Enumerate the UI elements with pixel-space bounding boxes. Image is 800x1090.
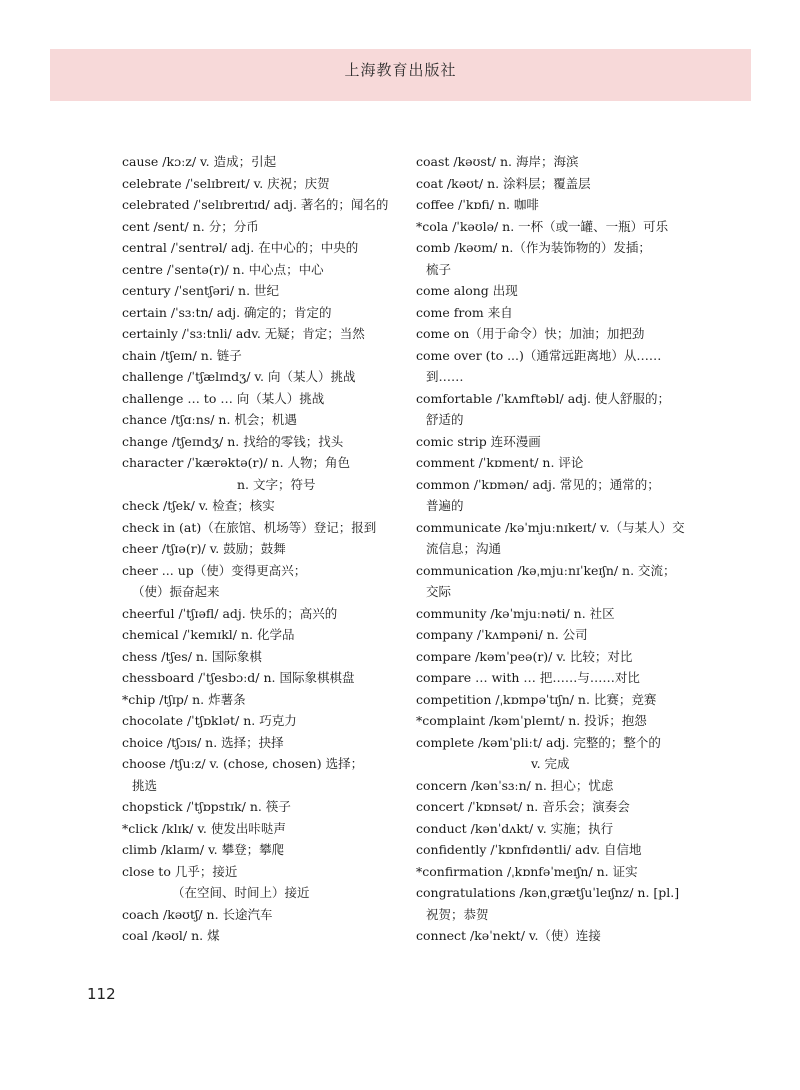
glossary-entry: cheerful /ˈtʃɪəfl/ adj. 快乐的；高兴的	[122, 605, 338, 621]
glossary-entry: cent /sent/ n. 分；分币	[122, 218, 259, 234]
left-column	[122, 151, 422, 947]
glossary-entry: cheer /tʃɪə(r)/ v. 鼓励；鼓舞	[122, 541, 286, 556]
glossary-entry: check in (at)（在旅馆、机场等）登记；报到	[122, 519, 377, 535]
glossary-entry: chess /tʃes/ n. 国际象棋	[122, 648, 262, 664]
glossary-entry: come from 来自	[416, 304, 513, 320]
glossary-entry: *click /klɪk/ v. 使发出咔哒声	[122, 820, 286, 836]
publisher-title: 上海教育出版社	[344, 61, 457, 79]
glossary-entry: *cola /ˈkəʊlə/ n. 一杯（或一罐、一瓶）可乐	[416, 218, 669, 234]
glossary-entry: *confirmation /ˌkɒnfəˈmeɪʃn/ n. 证实	[416, 863, 638, 879]
glossary-entry: conduct /kənˈdʌkt/ v. 实施；执行	[416, 820, 614, 836]
glossary-entry: comfortable /ˈkʌmftəbl/ adj. 使人舒服的；	[416, 390, 670, 406]
glossary-entry: centre /ˈsentə(r)/ n. 中心点；中心	[122, 261, 324, 277]
glossary-entry-continuation: 交际	[426, 584, 452, 599]
glossary-entry: common /ˈkɒmən/ adj. 常见的；通常的；	[416, 476, 660, 492]
glossary-entry: century /ˈsentʃəri/ n. 世纪	[122, 283, 280, 298]
glossary-entry: congratulations /kənˌɡrætʃuˈleɪʃnz/ n. [pl.]	[416, 885, 680, 900]
glossary-entry: coast /kəʊst/ n. 海岸；海滨	[416, 154, 579, 169]
glossary-entry: chopstick /ˈtʃɒpstɪk/ n. 筷子	[122, 799, 291, 814]
glossary-entry: communication /kəˌmjuːnɪˈkeɪʃn/ n. 交流；	[416, 562, 676, 578]
glossary-entry: connect /kəˈnekt/ v.（使）连接	[416, 928, 601, 943]
glossary-entry: certain /ˈsɜːtn/ adj. 确定的；肯定的	[122, 304, 332, 320]
glossary-entry: compare /kəmˈpeə(r)/ v. 比较；对比	[416, 648, 633, 664]
glossary-entry: company /ˈkʌmpəni/ n. 公司	[416, 627, 588, 642]
glossary-entry-continuation: （使）振奋起来	[132, 584, 220, 599]
glossary-entry-continuation: v. 完成	[531, 756, 570, 771]
glossary-entry-continuation: 舒适的	[426, 412, 464, 427]
glossary-entry-continuation: 流信息；沟通	[426, 541, 502, 556]
glossary-entry: concern /kənˈsɜːn/ n. 担心；忧虑	[416, 777, 614, 793]
glossary-entry: cheer ... up（使）变得更高兴；	[122, 562, 307, 578]
glossary-entry-continuation: n. 文字；符号	[237, 476, 316, 492]
glossary-entry: comb /kəʊm/ n.（作为装饰物的）发插；	[416, 240, 651, 255]
glossary-entry-continuation: 普遍的	[426, 498, 464, 513]
glossary-entry: check /tʃek/ v. 检查；核实	[122, 498, 275, 513]
glossary-entry: coat /kəʊt/ n. 涂料层；覆盖层	[416, 175, 591, 191]
glossary-entry: comic strip 连环漫画	[416, 433, 541, 449]
glossary-entry: chessboard /ˈtʃesbɔːd/ n. 国际象棋棋盘	[122, 670, 355, 685]
glossary-entry: cause /kɔːz/ v. 造成；引起	[122, 154, 277, 169]
glossary-entry-continuation: 到……	[426, 369, 464, 384]
glossary-entry: chance /tʃɑːns/ n. 机会；机遇	[122, 412, 297, 427]
glossary-entry: competition /ˌkɒmpəˈtɪʃn/ n. 比赛；竞赛	[416, 691, 657, 707]
glossary-entry: celebrate /ˈselɪbreɪt/ v. 庆祝；庆贺	[122, 175, 330, 191]
glossary-entry: complete /kəmˈpliːt/ adj. 完整的；整个的	[416, 734, 661, 750]
glossary-entry: concert /ˈkɒnsət/ n. 音乐会；演奏会	[416, 799, 630, 814]
glossary-entry: character /ˈkærəktə(r)/ n. 人物；角色	[122, 455, 351, 470]
glossary-entry: celebrated /ˈselɪbreɪtɪd/ adj. 著名的；闻名的	[122, 197, 389, 212]
glossary-entry: come over (to ...)（通常远距离地）从……	[416, 347, 662, 363]
glossary-entry: climb /klaɪm/ v. 攀登；攀爬	[122, 842, 285, 857]
header-band	[50, 49, 751, 101]
glossary-entry: chocolate /ˈtʃɒklət/ n. 巧克力	[122, 713, 297, 728]
glossary-entry: compare … with … 把……与……对比	[416, 670, 640, 685]
glossary-entry: come on（用于命令）快；加油；加把劲	[416, 326, 645, 341]
glossary-entry: confidently /ˈkɒnfɪdəntli/ adv. 自信地	[416, 842, 642, 857]
page-number: 112	[87, 985, 116, 1003]
glossary-entry: *complaint /kəmˈpleɪnt/ n. 投诉；抱怨	[416, 713, 647, 728]
glossary-entry: coach /kəʊtʃ/ n. 长途汽车	[122, 906, 273, 922]
glossary-entry-continuation: 挑选	[132, 777, 158, 793]
glossary-entry-continuation: 梳子	[426, 261, 452, 277]
glossary-entry: close to 几乎；接近	[122, 863, 238, 879]
glossary-entry: communicate /kəˈmjuːnɪkeɪt/ v.（与某人）交	[416, 519, 685, 535]
glossary-entry: central /ˈsentrəl/ adj. 在中心的；中央的	[122, 240, 359, 255]
glossary-entry: come along 出现	[416, 283, 518, 298]
glossary-entry-continuation: （在空间、时间上）接近	[172, 885, 310, 900]
glossary-entry: change /tʃeɪndʒ/ n. 找给的零钱；找头	[122, 433, 344, 449]
glossary-entry: certainly /ˈsɜːtnli/ adv. 无疑；肯定；当然	[122, 326, 365, 341]
right-column	[416, 151, 716, 947]
glossary-entry: challenge /ˈtʃælɪndʒ/ v. 向（某人）挑战	[122, 369, 356, 384]
glossary-entry-continuation: 祝贺；恭贺	[426, 906, 489, 922]
glossary-entry: chemical /ˈkemɪkl/ n. 化学品	[122, 627, 295, 642]
glossary-entry: choice /tʃɔɪs/ n. 选择；抉择	[122, 734, 284, 750]
glossary-entry: community /kəˈmjuːnəti/ n. 社区	[416, 605, 615, 621]
glossary-entry: challenge … to … 向（某人）挑战	[122, 390, 325, 406]
glossary-entry: comment /ˈkɒment/ n. 评论	[416, 455, 584, 470]
glossary-entry: choose /tʃuːz/ v. (chose, chosen) 选择；	[122, 756, 364, 771]
glossary-entry: chain /tʃeɪn/ n. 链子	[122, 347, 242, 363]
glossary-entry: coal /kəʊl/ n. 煤	[122, 928, 220, 943]
glossary-entry: coffee /ˈkɒfi/ n. 咖啡	[416, 197, 539, 212]
glossary-entry: *chip /tʃɪp/ n. 炸薯条	[122, 691, 246, 707]
